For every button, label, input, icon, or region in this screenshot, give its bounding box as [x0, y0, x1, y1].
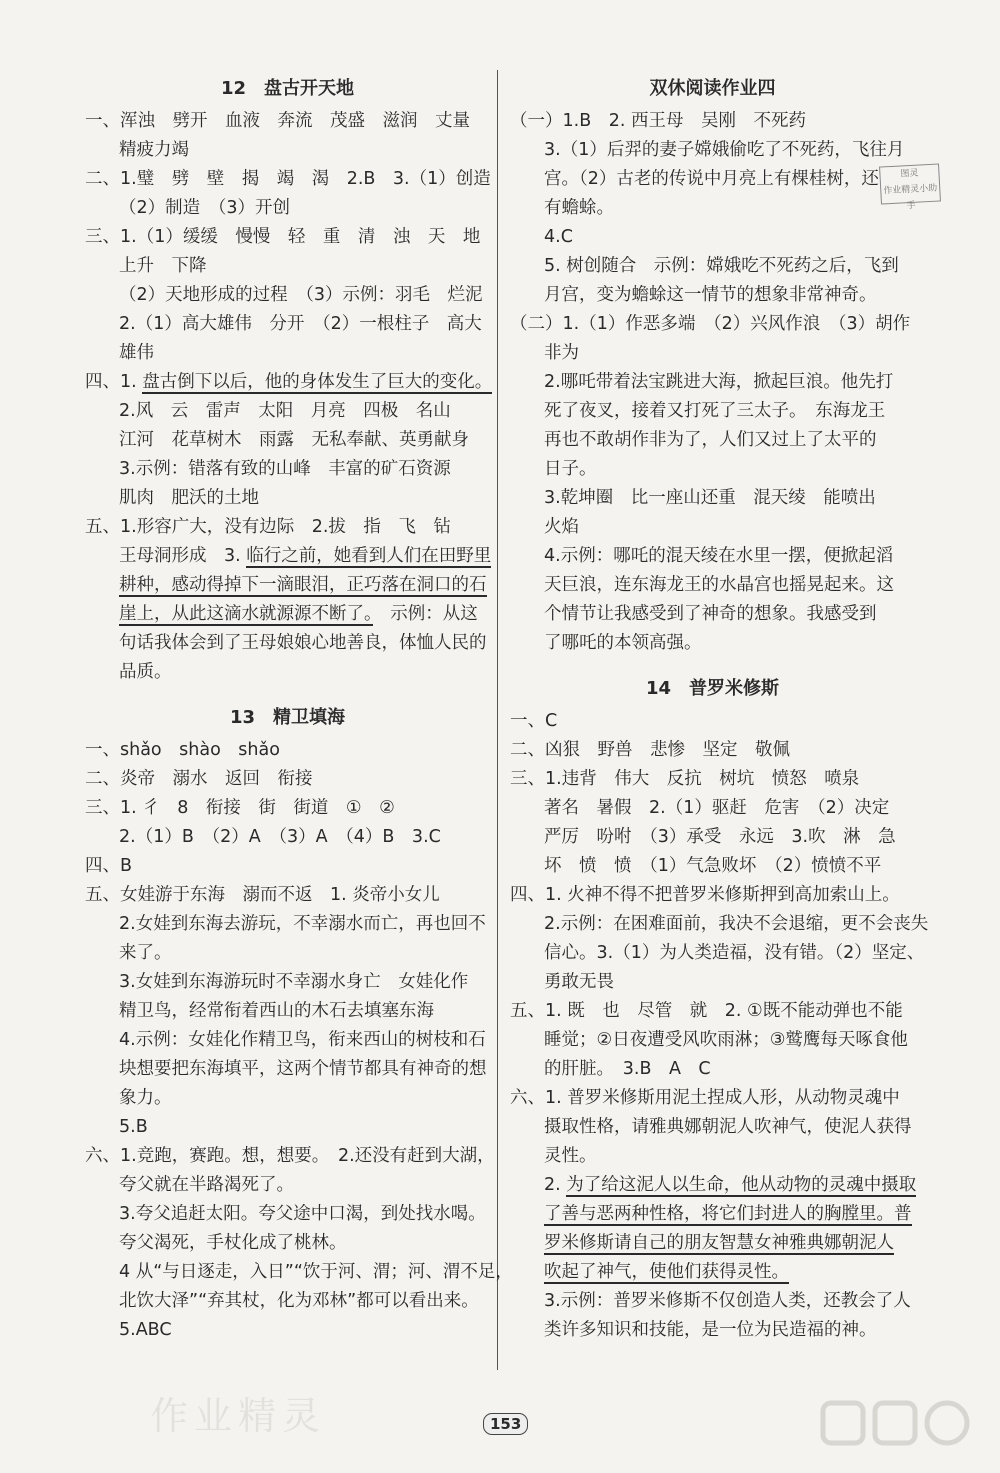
- underlined-text: 了善与恶两种性格，将它们封进人的胸膛里。普: [544, 1204, 912, 1224]
- underlined-text: 耕种，感动得掉下一滴眼泪，正巧落在洞口的石: [119, 575, 487, 595]
- answer-line: 二、凶狠 野兽 悲惨 坚定 敬佩: [510, 740, 790, 760]
- answer-line: 4 从“与日逐走，入日”“饮于河、渭；河、渭不足，: [119, 1262, 513, 1282]
- section-title: 14 普罗米修斯: [645, 678, 780, 699]
- answer-line: 2.（1）高大雄伟 分开 （2）一根柱子 高大: [119, 314, 482, 334]
- answer-line: 二、1.璧 劈 壁 揭 竭 渴 2.B 3.（1）创造: [85, 169, 491, 189]
- answer-line: [85, 571, 490, 600]
- answer-line: 睡觉；②日夜遭受风吹雨淋；③鹫鹰每天啄食他: [544, 1030, 908, 1050]
- answer-line: 死了夜叉，接着又打死了三太子。 东海龙王: [544, 401, 886, 421]
- answer-line: 五、1. 既 也 尽管 就 2. ①既不能动弹也不能: [510, 1001, 903, 1021]
- answer-line: 坏 愤 愤 （1）气急败坏 （2）愤愤不平: [544, 856, 882, 876]
- answer-line: 2.哪吒带着法宝跳进大海，掀起巨浪。他先打: [544, 372, 894, 392]
- answer-line: 4.示例：哪吒的混天绫在水里一摆，便掀起滔: [544, 546, 894, 566]
- answer-line: 宫。（2）古老的传说中月亮上有棵桂树，还: [544, 169, 879, 189]
- answer-line: 三、1. 彳 8 衔接 街 街道 ① ②: [85, 798, 395, 818]
- answer-line: 象力。: [119, 1088, 172, 1108]
- answer-line: 五、1.形容广大，没有边际 2.拔 指 飞 钻: [85, 517, 451, 537]
- answer-line: 3.示例：普罗米修斯不仅创造人类，还教会了人: [544, 1291, 911, 1311]
- answer-line: 3.（1）后羿的妻子嫦娥偷吃了不死药，飞往月: [544, 140, 905, 160]
- answer-line: （二）1.（1）作恶多端 （2）兴风作浪 （3）胡作: [510, 314, 911, 334]
- answer-line: 精疲力竭: [119, 140, 189, 160]
- answer-line: 一、C: [510, 711, 558, 731]
- answer-line: 5. 树创随合 示例：嫦娥吃不死药之后，飞到: [544, 256, 899, 276]
- answer-line: 信心。3.（1）为人类造福，没有错。（2）坚定、: [544, 943, 925, 963]
- answer-line: （2）制造 （3）开创: [119, 198, 291, 218]
- answer-line: 有蟾蜍。: [544, 198, 614, 218]
- answer-line: 肌肉 肥沃的土地: [119, 488, 259, 508]
- stamp: [879, 163, 941, 212]
- answer-line: 二、炎帝 溺水 返回 衔接: [85, 769, 313, 789]
- answer-line: 月宫，变为蟾蜍这一情节的想象非常神奇。: [544, 285, 877, 305]
- section-title: 13 精卫填海: [229, 707, 346, 728]
- answer-line: [510, 1229, 915, 1258]
- underlined-text: 临行之前，她看到人们在田野里: [246, 546, 492, 566]
- answer-line: 王母洞形成 3. 临行之前，她看到人们在田野里: [119, 546, 492, 566]
- underlined-text: 为了给这泥人以生命，他从动物的灵魂中摄取: [566, 1175, 917, 1195]
- answer-line: 2.风 云 雷声 太阳 月亮 四极 名山: [119, 401, 451, 421]
- stamp-line-2: 作业精灵小助手: [883, 183, 938, 212]
- answer-line: 四、1. 火神不得不把普罗米修斯押到高加索山上。: [510, 885, 900, 905]
- answer-line: 5.B: [119, 1117, 148, 1137]
- answer-line: 的肝脏。 3.B A C: [544, 1059, 711, 1079]
- answer-line: 2.女娃到东海去游玩，不幸溺水而亡，再也回不: [119, 914, 486, 934]
- answer-line: 火焰: [544, 517, 579, 537]
- answer-line: 句话我体会到了王母娘娘心地善良，体恤人民的: [119, 633, 487, 653]
- answer-line: 3.夸父追赶太阳。夸父途中口渴，到处找水喝。: [119, 1204, 486, 1224]
- answer-line: 摄取性格，请雅典娜朝泥人吹神气，使泥人获得: [544, 1117, 912, 1137]
- answer-line: 夸父就在半路渴死了。: [119, 1175, 294, 1195]
- answer-line: 雄伟: [119, 343, 154, 363]
- stamp-line-1: 图灵: [900, 168, 919, 180]
- answer-line: 再也不敢胡作非为了，人们又过上了太平的: [544, 430, 877, 450]
- answer-line: 4.示例：女娃化作精卫鸟，衔来西山的树枝和石: [119, 1030, 486, 1050]
- answer-line: 品质。: [119, 662, 172, 682]
- answer-line: 三、1.违背 伟大 反抗 树坑 愤怒 喷泉: [510, 769, 860, 789]
- section-title: 12 盘古开天地: [220, 78, 355, 99]
- answer-line: 非为: [544, 343, 579, 363]
- left-column: [85, 70, 513, 1345]
- answer-line: 来了。: [119, 943, 172, 963]
- answer-line: 精卫鸟，经常衔着西山的木石去填塞东海: [119, 1001, 434, 1021]
- answer-line: 了哪吒的本领高强。: [544, 633, 702, 653]
- answer-line: 上升 下降: [119, 256, 207, 276]
- underlined-text: 崖上，从此这滴水就源源不断了。: [119, 604, 373, 624]
- answer-line: 夸父渴死，手杖化成了桃林。: [119, 1233, 347, 1253]
- watermark-text: 作业精灵: [150, 1394, 327, 1438]
- answer-line: 六、1. 普罗米修斯用泥土捏成人形，从动物灵魂中: [510, 1088, 900, 1108]
- answer-line: 三、1.（1）缓缓 慢慢 轻 重 清 浊 天 地: [85, 227, 481, 247]
- answer-line: 2.示例：在困难面前，我决不会退缩，更不会丧失: [544, 914, 929, 934]
- answer-line: 著名 暑假 2.（1）驱赶 危害 （2）决定: [544, 798, 890, 818]
- answer-line: （一）1.B 2. 西王母 吴刚 不死药: [510, 111, 806, 131]
- answer-line: 灵性。: [544, 1146, 597, 1166]
- answer-line: 勇敢无畏: [544, 972, 614, 992]
- answer-line: 北饮大泽”“弃其杖，化为邓林”都可以看出来。: [119, 1291, 479, 1311]
- answer-line: 日子。: [544, 459, 597, 479]
- watermark-logo-icon: [815, 1395, 975, 1465]
- answer-line: 一、浑浊 劈开 血液 奔流 茂盛 滋润 丈量: [85, 111, 470, 131]
- answer-line: 4.C: [544, 227, 573, 247]
- answer-line: 块想要把东海填平，这两个情节都具有神奇的想: [119, 1059, 487, 1079]
- answer-line: 天巨浪，连东海龙王的水晶宫也摇晃起来。这: [544, 575, 894, 595]
- answer-line: 六、1.竞跑，赛跑。想，想要。 2.还没有赶到大湖，: [85, 1146, 495, 1166]
- answer-line: [510, 1258, 915, 1287]
- answer-line: 3.示例：错落有致的山峰 丰富的矿石资源: [119, 459, 451, 479]
- underlined-text: 盘古倒下以后，他的身体发生了巨大的变化。: [142, 372, 493, 392]
- underlined-text: 吹起了神气，使他们获得灵性。: [544, 1262, 789, 1282]
- page-number: 153: [483, 1413, 528, 1435]
- answer-line: 四、1. 盘古倒下以后，他的身体发生了巨大的变化。: [85, 372, 493, 392]
- answer-line: 江河 花草树木 雨露 无私奉献、英勇献身: [119, 430, 469, 450]
- answer-line: 五、女娃游于东海 溺而不返 1. 炎帝小女儿: [85, 885, 440, 905]
- answer-line: 3.乾坤圈 比一座山还重 混天绫 能喷出: [544, 488, 876, 508]
- answer-line: 3.女娃到东海游玩时不幸溺水身亡 女娃化作: [119, 972, 469, 992]
- answer-line: 2.（1）B （2）A （3）A （4）B 3.C: [119, 827, 441, 847]
- answer-line: 个情节让我感受到了神奇的想象。我感受到: [544, 604, 877, 624]
- right-column: [510, 70, 929, 1345]
- answer-line: 5.ABC: [119, 1320, 172, 1340]
- answer-line: [510, 1200, 915, 1229]
- section-title: 双休阅读作业四: [649, 78, 776, 99]
- answer-line: 类许多知识和技能，是一位为民造福的神。: [544, 1320, 877, 1340]
- answer-line: 崖上，从此这滴水就源源不断了。 示例：从这: [119, 604, 478, 624]
- answer-line: （2）天地形成的过程 （3）示例：羽毛 烂泥: [119, 285, 483, 305]
- answer-line: 一、shǎo shào shǎo: [85, 740, 280, 760]
- underlined-text: 罗米修斯请自己的朋友智慧女神雅典娜朝泥人: [544, 1233, 894, 1253]
- answer-line: 2. 为了给这泥人以生命，他从动物的灵魂中摄取: [544, 1175, 917, 1195]
- answer-line: 四、B: [85, 856, 133, 876]
- answer-line: 严厉 吩咐 （3）承受 永远 3.吹 淋 急: [544, 827, 896, 847]
- column-divider: [497, 70, 498, 1370]
